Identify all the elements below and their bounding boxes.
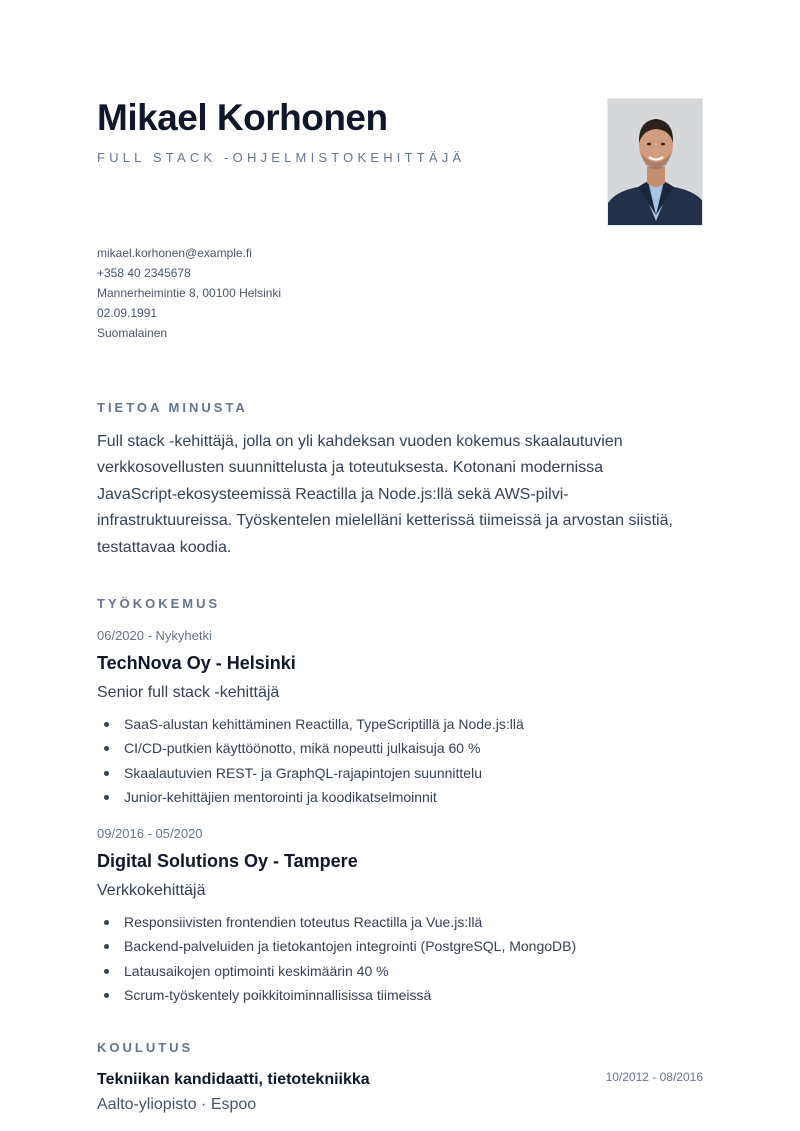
job-position: Verkkokehittäjä [97, 882, 206, 899]
list-item: Scrum-työskentely poikkitoiminnallisissa tiimeissä [97, 983, 697, 1007]
job-dates: 06/2020 - Nykyhetki [97, 628, 212, 643]
contact-phone[interactable]: +358 40 2345678 [97, 266, 191, 280]
education-dates: 10/2012 - 08/2016 [605, 1070, 703, 1084]
profile-photo [607, 98, 703, 226]
list-item: Skaalautuvien REST- ja GraphQL-rajapintojen suunnittelu [97, 761, 697, 785]
contact-address: Mannerheimintie 8, 00100 Helsinki [97, 286, 282, 300]
job-position: Senior full stack -kehittäjä [97, 684, 280, 701]
job-company: Digital Solutions Oy - Tampere [97, 851, 358, 871]
candidate-name: Mikael Korhonen [97, 97, 388, 138]
about-text: Full stack -kehittäjä, jolla on yli kahdeksan vuoden kokemus skaalautuvien verkkosovellusten suunnittelusta ja toteutuksesta. Kotonani modernissa JavaScript-ekosysteemissä Reactilla ja Node.js:llä sekä AWS-pilvi-infrastruktuureissa. Työskentelen mielelläni ketterissä tiimeissä ja arvostan siistiä, testattavaa koodia. [97, 433, 673, 556]
job-bullet-list [97, 910, 697, 1007]
list-item: Latausaikojen optimointi keskimäärin 40 % [97, 959, 697, 983]
job-bullet-list [97, 712, 697, 809]
list-item: CI/CD-putkien käyttöönotto, mikä nopeutti julkaisuja 60 % [97, 736, 697, 760]
job-title: FULL STACK -OHJELMISTOKEHITTÄJÄ [97, 150, 466, 165]
list-item: Responsiivisten frontendien toteutus Reactilla ja Vue.js:llä [97, 910, 697, 934]
education-school: Aalto-yliopisto · Espoo [97, 1096, 257, 1113]
list-item: Backend-palveluiden ja tietokantojen integrointi (PostgreSQL, MongoDB) [97, 934, 697, 958]
contact-info [97, 243, 281, 343]
experience-section-title: TYÖKOKEMUS [97, 596, 221, 611]
list-item: SaaS-alustan kehittäminen Reactilla, TypeScriptillä ja Node.js:llä [97, 712, 697, 736]
job-dates: 09/2016 - 05/2020 [97, 826, 203, 841]
contact-nationality: Suomalainen [97, 326, 168, 340]
job-company: TechNova Oy - Helsinki [97, 653, 296, 673]
about-section-title: TIETOA MINUSTA [97, 400, 248, 415]
contact-email[interactable]: mikael.korhonen@example.fi [97, 246, 252, 260]
education-degree: Tekniikan kandidaatti, tietotekniikka [97, 1071, 370, 1088]
education-section-title: KOULUTUS [97, 1040, 194, 1055]
contact-birthdate: 02.09.1991 [97, 306, 158, 320]
list-item: Junior-kehittäjien mentorointi ja koodikatselmoinnit [97, 785, 697, 809]
